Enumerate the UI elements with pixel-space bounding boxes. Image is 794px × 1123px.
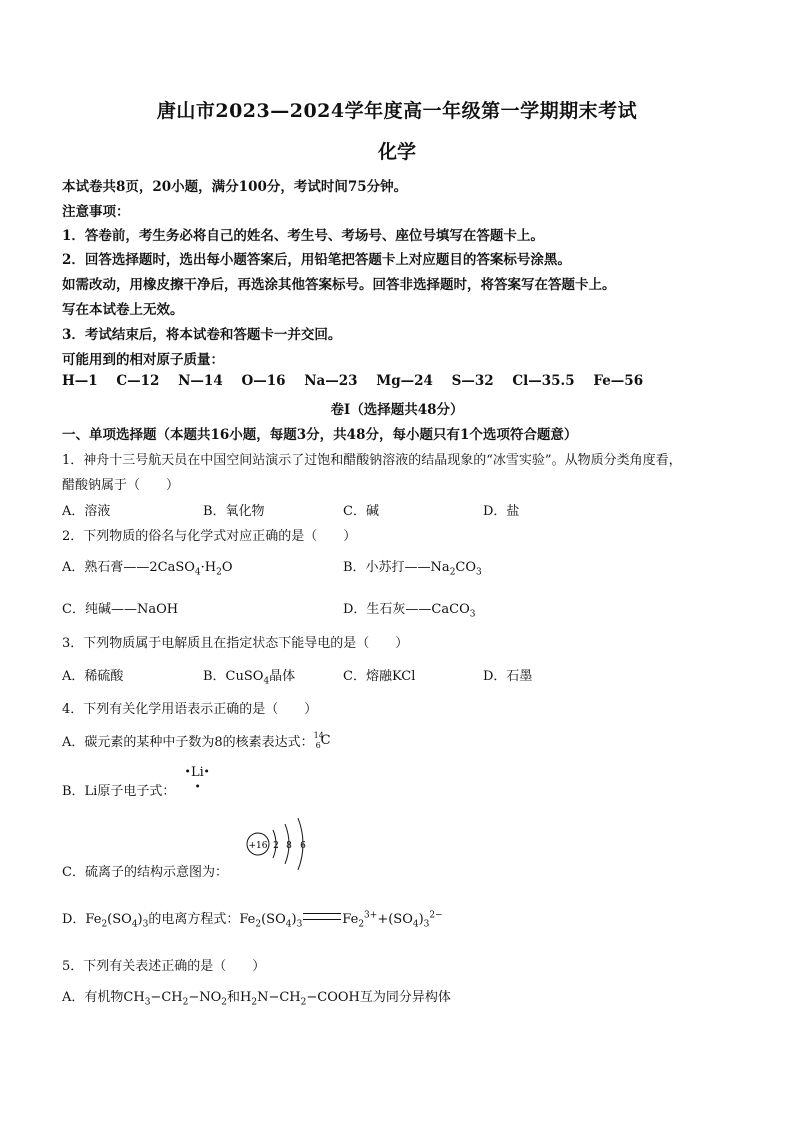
q4-option-d: D．$Fe_2(SO_4)_3$的电离方程式：$Fe_2(SO_4)_3$ $Fe_2^{3+}+(SO_4)_3^{2-}$ bbox=[62, 910, 443, 930]
q4-stem: 4．下列有关化学用语表示正确的是（ ） bbox=[62, 702, 318, 717]
mass-fe: Fe—56 bbox=[593, 373, 644, 389]
masses-title: 可能用到的相对原子质量： bbox=[62, 352, 224, 368]
q5-option-a: A．有机物$CH_3-CH_2-NO_2$和$H_2N-CH_2-COOH$互为同分异构体 bbox=[62, 990, 451, 1008]
part1-title: 卷Ⅰ（选择题共48分） bbox=[330, 402, 464, 418]
mass-n: N—14 bbox=[178, 373, 223, 389]
note-3: 3．考试结束后，将本试卷和答题卡一并交回。 bbox=[62, 327, 342, 343]
mass-c: C—12 bbox=[116, 373, 160, 389]
q1-option-b: B．氧化物 bbox=[203, 504, 265, 519]
q2-option-b: B．小苏打$——Na_2CO_3$ bbox=[343, 560, 482, 578]
q4-option-a: A．碳元素的某种中子数为8的核素表达式： 14 6 C bbox=[62, 731, 331, 750]
section-title: 一、单项选择题（本题共16小题，每题3分，共48分，每小题只有1个选项符合题意） bbox=[62, 427, 578, 443]
q1-stem-line2: 醋酸钠属于（ ） bbox=[62, 478, 180, 493]
note-2c: 写在本试卷上无效。 bbox=[62, 302, 184, 318]
q3-option-d: D．石墨 bbox=[483, 669, 533, 684]
atomic-masses bbox=[62, 373, 643, 389]
note-2b: 如需改动，用橡皮擦干净后，再选涂其他答案标号。回答非选择题时，将答案写在答题卡上。 bbox=[62, 277, 616, 293]
q5-stem: 5．下列有关表述正确的是（ ） bbox=[62, 959, 266, 974]
q3-stem: 3．下列物质属于电解质且在指定状态下能导电的是（ ） bbox=[62, 636, 409, 651]
nuclide-notation: 14 6 C bbox=[313, 731, 331, 750]
q2-option-a: A．熟石膏$——2CaSO_4\cdot H_2O$ bbox=[62, 560, 233, 578]
q2-option-d: D．生石灰——CaCO$_3$ bbox=[343, 602, 476, 620]
mass-s: S—32 bbox=[451, 373, 494, 389]
nucleus-charge: +16 bbox=[248, 841, 268, 851]
mass-o: O—16 bbox=[241, 373, 286, 389]
q1-stem-line1: 1．神舟十三号航天员在中国空间站演示了过饱和醋酸钠溶液的结晶现象的“冰雪实验”。从物质分类角度看， bbox=[62, 453, 682, 468]
q1-option-a: A．溶液 bbox=[62, 504, 111, 519]
q2-stem: 2．下列物质的俗名与化学式对应正确的是（ ） bbox=[62, 529, 357, 544]
exam-subject: 化学 bbox=[377, 141, 416, 163]
q2-option-c: C．纯碱——NaOH bbox=[62, 602, 179, 617]
q1-option-c: C．碱 bbox=[343, 504, 379, 519]
q1-option-d: D．盐 bbox=[483, 504, 520, 519]
mass-cl: Cl—35.5 bbox=[512, 373, 575, 389]
mass-na: Na—23 bbox=[304, 373, 358, 389]
q3-option-c: C．熔融KCl bbox=[343, 669, 416, 684]
mass-mg: Mg—24 bbox=[376, 373, 433, 389]
mass-h: H—1 bbox=[62, 373, 98, 389]
q4-option-b: B．Li原子电子式： bbox=[62, 784, 176, 799]
li-electron-dot: ● Li ● ● bbox=[186, 765, 209, 788]
note-1: 1．答卷前，考生务必将自己的姓名、考生号、考场号、座位号填写在答题卡上。 bbox=[62, 228, 544, 244]
shell-2: 8 bbox=[286, 841, 292, 851]
shell-3: 6 bbox=[300, 841, 306, 851]
sulfur-ion-structure bbox=[240, 816, 320, 874]
exam-title: 唐山市2023—2024学年度高一年级第一学期期末考试 bbox=[156, 100, 638, 122]
shell-1: 2 bbox=[273, 841, 279, 851]
equals-sign bbox=[303, 913, 341, 920]
q4-option-c: C．硫离子的结构示意图为： bbox=[62, 865, 228, 880]
notes-title: 注意事项： bbox=[62, 204, 130, 220]
exam-summary: 本试卷共8页，20小题，满分100分，考试时间75分钟。 bbox=[62, 179, 408, 195]
q3-option-a: A．稀硫酸 bbox=[62, 669, 124, 684]
q3-option-b: B．CuSO$_4$晶体 bbox=[203, 669, 296, 687]
note-2a: 2．回答选择题时，选出每小题答案后，用铅笔把答题卡上对应题目的答案标号涂黑。 bbox=[62, 252, 571, 268]
